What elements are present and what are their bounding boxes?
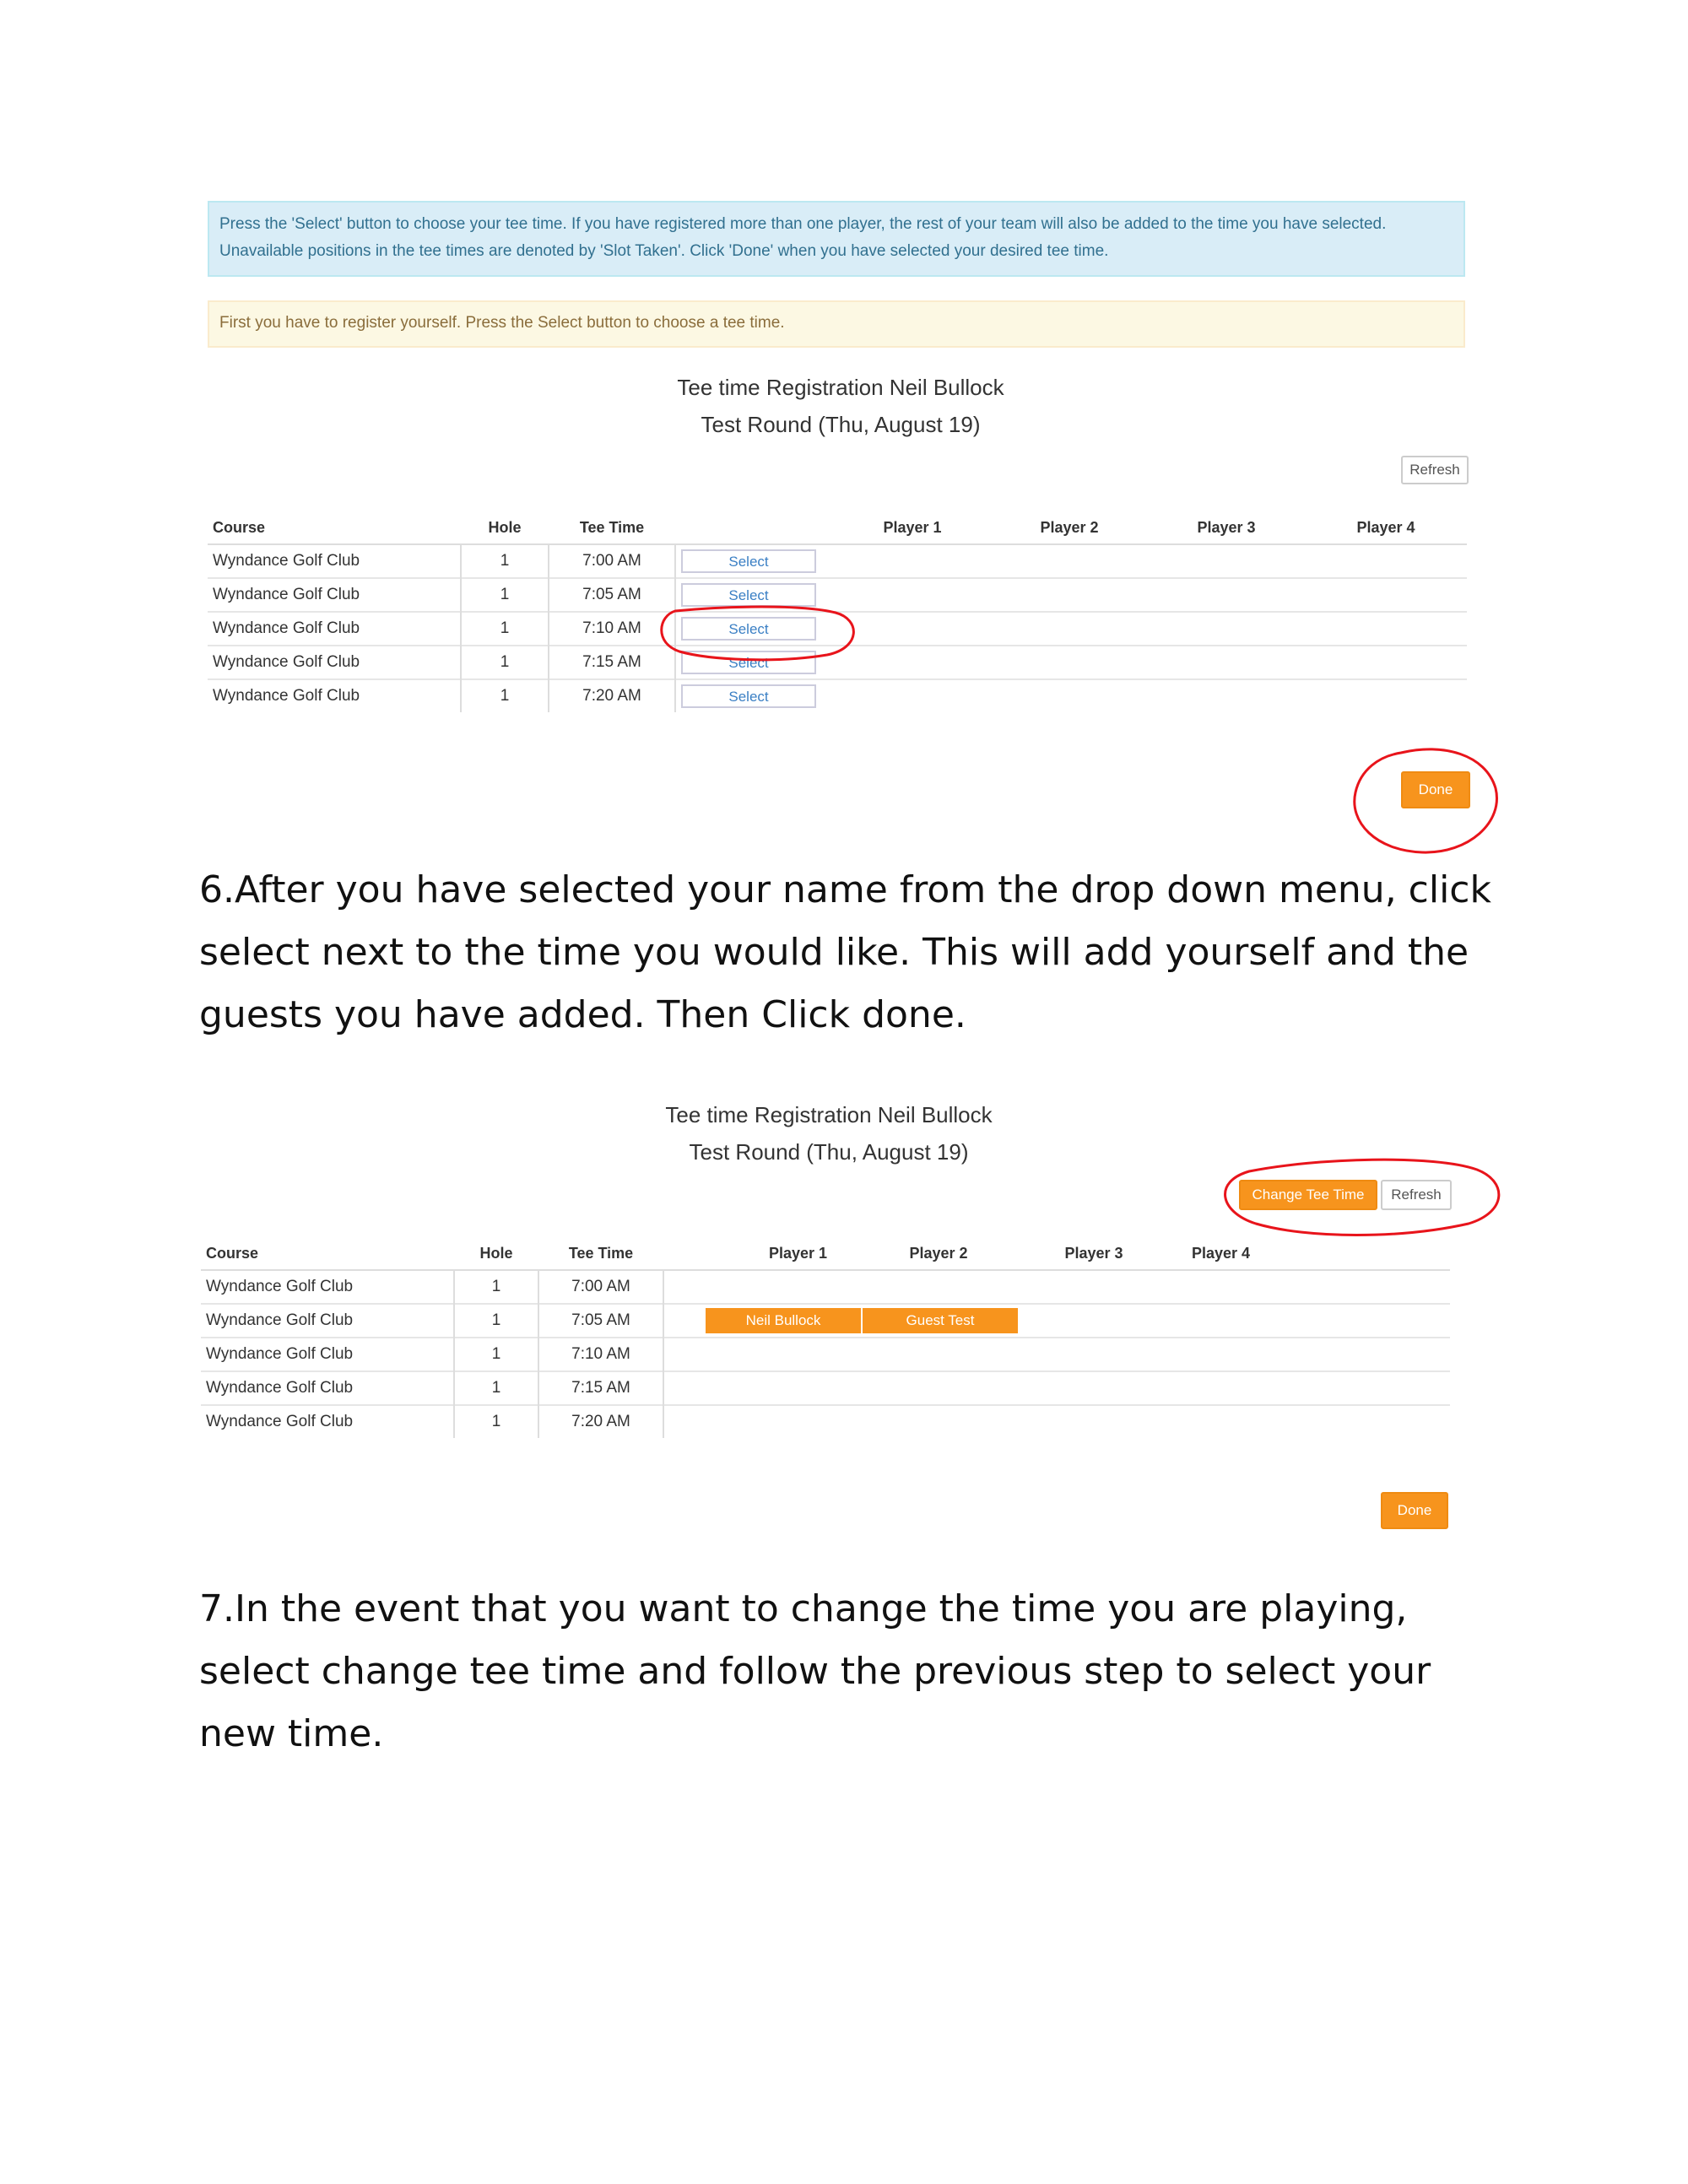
- hole-cell: 1: [454, 1304, 538, 1338]
- tee-time-cell: 7:05 AM: [549, 578, 675, 612]
- course-cell: Wyndance Golf Club: [201, 1270, 454, 1304]
- select-button[interactable]: Select: [681, 651, 816, 674]
- change-tee-time-button[interactable]: Change Tee Time: [1239, 1180, 1377, 1210]
- column-header: Player 2: [991, 511, 1148, 544]
- column-header: Hole: [461, 511, 549, 544]
- course-cell: Wyndance Golf Club: [208, 544, 461, 578]
- select-button[interactable]: Select: [681, 549, 816, 573]
- column-header: Course: [208, 511, 461, 544]
- registration-title: Tee time Registration Neil Bullock: [677, 375, 1004, 400]
- course-cell: Wyndance Golf Club: [201, 1304, 454, 1338]
- refresh-button-2[interactable]: Refresh: [1381, 1180, 1452, 1210]
- table-row: [201, 1304, 1450, 1338]
- column-header: Course: [201, 1237, 454, 1270]
- player1-cell: [663, 1304, 861, 1338]
- column-header: Player 3: [1148, 511, 1305, 544]
- tee-time-table-2: [201, 1237, 1450, 1438]
- action-cell: [675, 679, 834, 712]
- table-row: [201, 1405, 1450, 1438]
- column-header: Hole: [454, 1237, 538, 1270]
- hole-cell: 1: [454, 1405, 538, 1438]
- select-button[interactable]: Select: [681, 617, 816, 641]
- tee-time-cell: 7:00 AM: [549, 544, 675, 578]
- round-subtitle: Test Round (Thu, August 19): [701, 412, 981, 437]
- column-header: Player 1: [834, 511, 991, 544]
- table-header: [201, 1237, 1450, 1270]
- tee-time-cell: 7:20 AM: [549, 679, 675, 712]
- column-header: Tee Time: [538, 1237, 663, 1270]
- player-slot[interactable]: Guest Test: [863, 1308, 1018, 1333]
- done-button-2[interactable]: Done: [1381, 1492, 1448, 1529]
- step-6-instruction: 6.After you have selected your name from the drop down menu, click select next to the time you would like. This will add yourself and the guests you have added. Then Click done.: [199, 868, 1491, 1036]
- tee-time-cell: 7:10 AM: [549, 612, 675, 646]
- table-row: [208, 544, 1467, 578]
- annotation-circle-select: [658, 604, 861, 663]
- table-row: [201, 1338, 1450, 1371]
- table-header: [208, 511, 1467, 544]
- tee-time-cell: 7:10 AM: [538, 1338, 663, 1371]
- tee-time-cell: 7:00 AM: [538, 1270, 663, 1304]
- course-cell: Wyndance Golf Club: [208, 578, 461, 612]
- hole-cell: 1: [461, 544, 549, 578]
- hole-cell: 1: [454, 1270, 538, 1304]
- round-subtitle-2: Test Round (Thu, August 19): [689, 1139, 969, 1165]
- column-header: Tee Time: [549, 511, 675, 544]
- tee-time-cell: 7:15 AM: [549, 646, 675, 679]
- table-row: [201, 1371, 1450, 1405]
- column-header: [675, 511, 834, 544]
- hole-cell: 1: [454, 1338, 538, 1371]
- course-cell: Wyndance Golf Club: [208, 679, 461, 712]
- done-button[interactable]: Done: [1401, 771, 1470, 808]
- course-cell: Wyndance Golf Club: [201, 1371, 454, 1405]
- course-cell: Wyndance Golf Club: [208, 612, 461, 646]
- action-cell: [675, 544, 834, 578]
- column-header: Player 1: [663, 1237, 861, 1270]
- column-header: Player 3: [1016, 1237, 1171, 1270]
- tee-time-cell: 7:20 AM: [538, 1405, 663, 1438]
- column-header: Player 2: [861, 1237, 1016, 1270]
- annotation-circle-done: [1350, 746, 1502, 856]
- step-7-instruction: 7.In the event that you want to change the time you are playing, select change tee time and follow the previous step to select your new time.: [199, 1587, 1431, 1755]
- table-row: [208, 679, 1467, 712]
- course-cell: Wyndance Golf Club: [201, 1405, 454, 1438]
- hole-cell: 1: [461, 646, 549, 679]
- registration-title-2: Tee time Registration Neil Bullock: [665, 1102, 993, 1127]
- table-row: [201, 1270, 1450, 1304]
- select-button[interactable]: Select: [681, 583, 816, 607]
- column-header: Player 4: [1171, 1237, 1450, 1270]
- hole-cell: 1: [461, 679, 549, 712]
- column-header: Player 4: [1305, 511, 1467, 544]
- course-cell: Wyndance Golf Club: [208, 646, 461, 679]
- course-cell: Wyndance Golf Club: [201, 1338, 454, 1371]
- player2-cell: [861, 1304, 1016, 1338]
- info-alert: Press the 'Select' button to choose your tee time. If you have registered more than one player, the rest of your team will also be added to the time you have selected. Unavailable positions in the tee times are denoted by 'Slot Taken'. Click 'Done' when you have selected your desired tee time.: [208, 201, 1465, 277]
- annotation-circle-change: [1215, 1156, 1502, 1241]
- hole-cell: 1: [461, 578, 549, 612]
- warning-alert: First you have to register yourself. Press the Select button to choose a tee time.: [208, 300, 1465, 348]
- refresh-button[interactable]: Refresh: [1401, 456, 1469, 484]
- select-button[interactable]: Select: [681, 684, 816, 708]
- hole-cell: 1: [461, 612, 549, 646]
- tee-time-cell: 7:05 AM: [538, 1304, 663, 1338]
- hole-cell: 1: [454, 1371, 538, 1405]
- player-slot[interactable]: Neil Bullock: [706, 1308, 861, 1333]
- tee-time-cell: 7:15 AM: [538, 1371, 663, 1405]
